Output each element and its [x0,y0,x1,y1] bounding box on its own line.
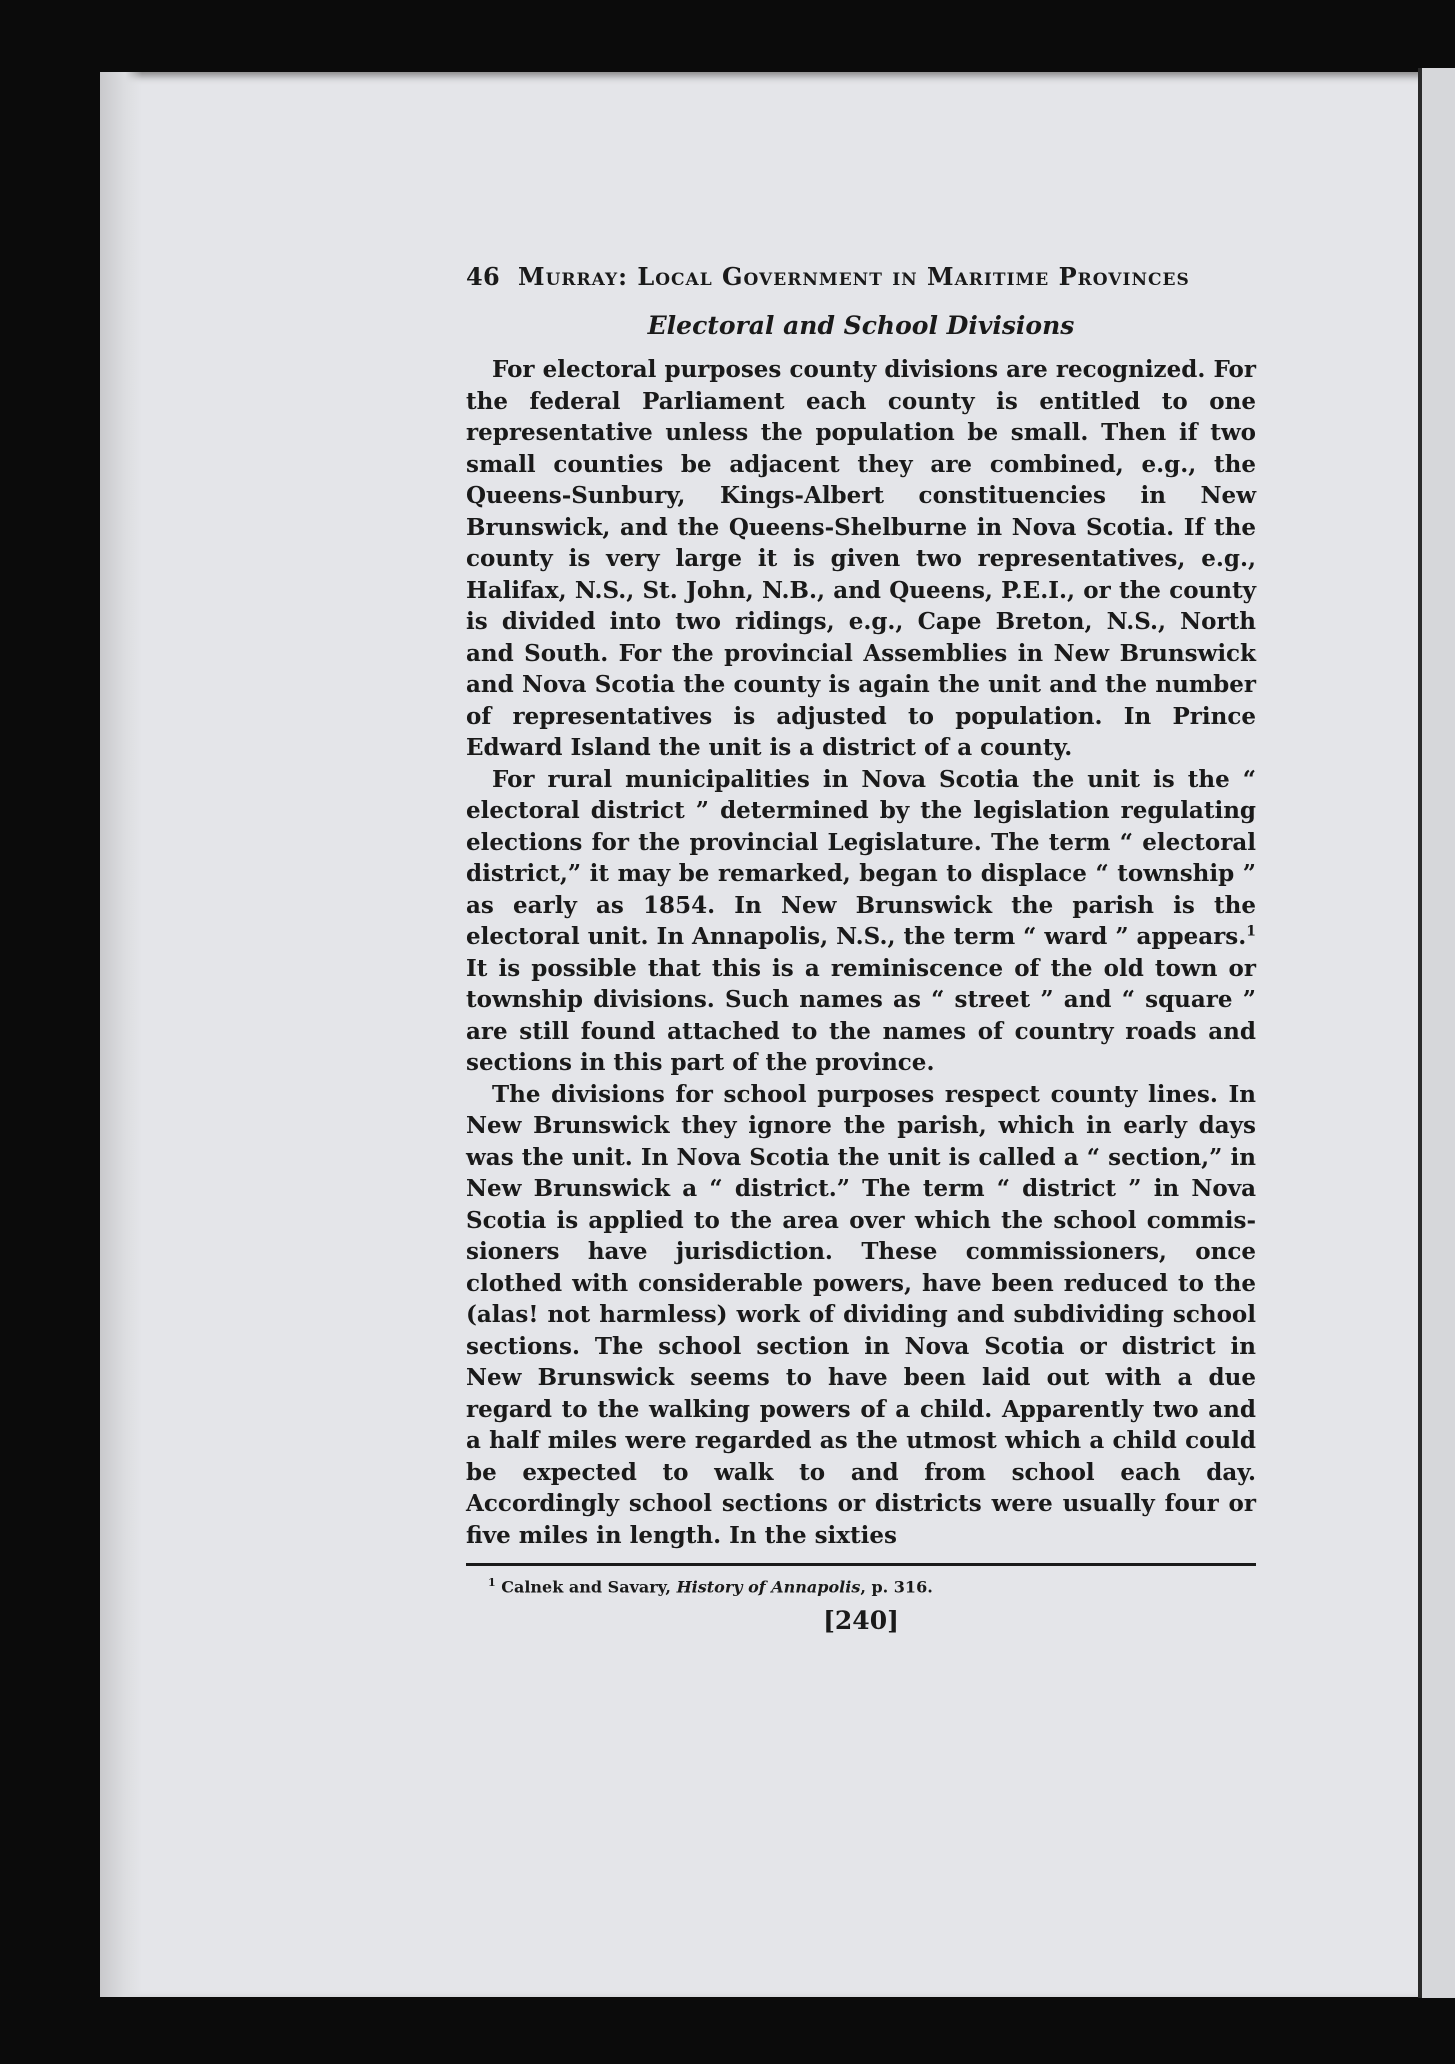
page-binding-shadow [100,72,142,1997]
folio: [240] [823,1606,899,1636]
running-head [466,262,1256,291]
footnote-marker: 1 [488,1576,496,1589]
facing-page-edge [1418,68,1455,1998]
footnote [466,1576,1256,1596]
running-title: Murray: Local Government in Maritime Provinces [518,262,1190,291]
paragraph-3 [466,1079,1256,1552]
footnote-reference: 1 [1246,923,1256,940]
footnote-rule [466,1563,1256,1566]
footnote-text-pre: Calnek and Savary, [501,1577,677,1597]
section-title: Electoral and School Divisions [647,311,1075,340]
paragraph-2-text-b: It is possible that this is a reminiscence of the old town or township divisions. Such names as “ street ” and “ square ” are still found attached to the names of country roads and sections in this part of the province. [466,954,1256,1076]
footnote-text-post: , p. 316. [860,1577,933,1597]
paragraph-2 [466,764,1256,1079]
page-number: 46 [466,262,500,291]
paragraph-2-text-a: For rural municipalities in Nova Scotia the unit is the “ electoral district ” determined by the legislation regulating elections for the provincial Legislature. The term “ electoral district,” it may be remarked, began to displace “ township ” as early as 1854. In New Brunswick the parish is the electoral unit. In Annapolis, N.S., the term “ ward ” appears. [466,765,1256,950]
footnote-work-title: History of Annapolis [676,1577,861,1597]
paragraph-1 [466,354,1256,764]
paragraph-1-text: For electoral purposes county divisions are recognized. For the federal Parliament each county is entitled to one representative unless the population be small. Then if two small counties be adjacent they are combined, e.g., the Queens-Sunbury, Kings-Albert constituencies in New Brunswick, and the Queens-Shelburne in Nova Scotia. If the county is very large it is given two representatives, e.g., Halifax, N.S., St. John, N.B., and Queens, P.E.I., or the county is divided into two ridings, e.g., Cape Breton, N.S., North and South. For the provincial Assemblies in New Brunswick and Nova Scotia the county is again the unit and the number of representatives is adjusted to population. In Prince Edward Island the unit is a district of a county. [466,356,1256,761]
page-content [466,262,1256,1635]
paragraph-3-text: The divisions for school purposes respect county lines. In New Brunswick they ignore the parish, which in early days was the unit. In Nova Scotia the unit is called a “ section,” in New Brunswick a “ district.” The term “ district ” in Nova Scotia is applied to the area over which the school commissioners have jurisdiction. These commissioners, once clothed with considerable powers, have been reduced to the (alas! not harmless) work of dividing and subdividing school sections. The school section in Nova Scotia or district in New Brunswick seems to have been laid out with a due regard to the walking powers of a child. Apparently two and a half miles were regarded as the utmost which a child could be expected to walk to and from school each day. Accordingly school sections or districts were usually four or five miles in length. In the sixties [466,1080,1256,1549]
